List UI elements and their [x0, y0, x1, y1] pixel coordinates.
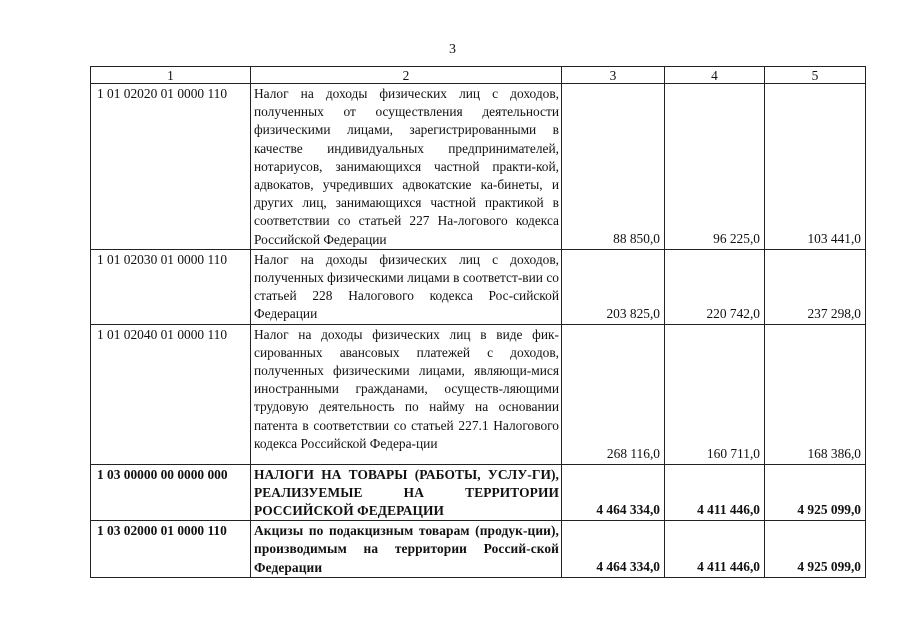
- column-header-3: 3: [562, 67, 665, 84]
- row-value-col3: 88 850,0: [562, 84, 665, 250]
- row-value-col4: 220 742,0: [665, 249, 765, 324]
- row-value-col5: 4 925 099,0: [765, 521, 866, 578]
- row-code: 1 01 02040 01 0000 110: [91, 324, 251, 464]
- column-header-5: 5: [765, 67, 866, 84]
- row-code: 1 03 00000 00 0000 000: [91, 464, 251, 521]
- row-value-col3: 4 464 334,0: [562, 521, 665, 578]
- row-value-col5: 237 298,0: [765, 249, 866, 324]
- row-name: НАЛОГИ НА ТОВАРЫ (РАБОТЫ, УСЛУ-ГИ), РЕАЛИЗУЕМЫЕ НА ТЕРРИТОРИИ РОССИЙСКОЙ ФЕДЕРАЦИИ: [251, 464, 562, 521]
- row-value-col5: 168 386,0: [765, 324, 866, 464]
- row-code: 1 03 02000 01 0000 110: [91, 521, 251, 578]
- row-value-col4: 4 411 446,0: [665, 521, 765, 578]
- column-header-4: 4: [665, 67, 765, 84]
- row-code: 1 01 02020 01 0000 110: [91, 84, 251, 250]
- row-name: Налог на доходы физических лиц с доходов, полученных от осуществления деятельности физическими лицами, зарегистрированными в качестве индивидуальных предпринимателей, нотариусов, занимающихся частной практи-кой, адвокатов, учредивших адвокатские ка-бинеты, и других лиц, занимающихся частной практикой в соответствии со статьей 227 На-логового кодекса Российской Федерации: [251, 84, 562, 250]
- row-value-col4: 96 225,0: [665, 84, 765, 250]
- row-code: 1 01 02030 01 0000 110: [91, 249, 251, 324]
- table-row: [91, 249, 866, 324]
- column-header-1: 1: [91, 67, 251, 84]
- column-header-2: 2: [251, 67, 562, 84]
- table-row: [91, 521, 866, 578]
- row-value-col5: 4 925 099,0: [765, 464, 866, 521]
- table-row: [91, 324, 866, 464]
- row-value-col3: 268 116,0: [562, 324, 665, 464]
- row-value-col5: 103 441,0: [765, 84, 866, 250]
- row-value-col4: 4 411 446,0: [665, 464, 765, 521]
- table-row: [91, 84, 866, 250]
- row-name: Акцизы по подакцизным товарам (продук-ции), производимым на территории Россий-ской Федерации: [251, 521, 562, 578]
- row-value-col3: 4 464 334,0: [562, 464, 665, 521]
- budget-table: [90, 66, 866, 578]
- page-number: 3: [449, 42, 456, 57]
- table-row: [91, 464, 866, 521]
- row-value-col4: 160 711,0: [665, 324, 765, 464]
- row-value-col3: 203 825,0: [562, 249, 665, 324]
- header-row: [91, 67, 866, 84]
- row-name: Налог на доходы физических лиц с доходов, полученных физическими лицами в соответст-вии со статьей 228 Налогового кодекса Рос-сийской Федерации: [251, 249, 562, 324]
- row-name: Налог на доходы физических лиц в виде фик-сированных авансовых платежей с доходов, полученных физическими лицами, являющи-мися иностранными гражданами, осуществ-ляющими трудовую деятельность по найму на основании патента в соответствии со статьей 227.1 Налогового кодекса Российской Федера-ции: [251, 324, 562, 464]
